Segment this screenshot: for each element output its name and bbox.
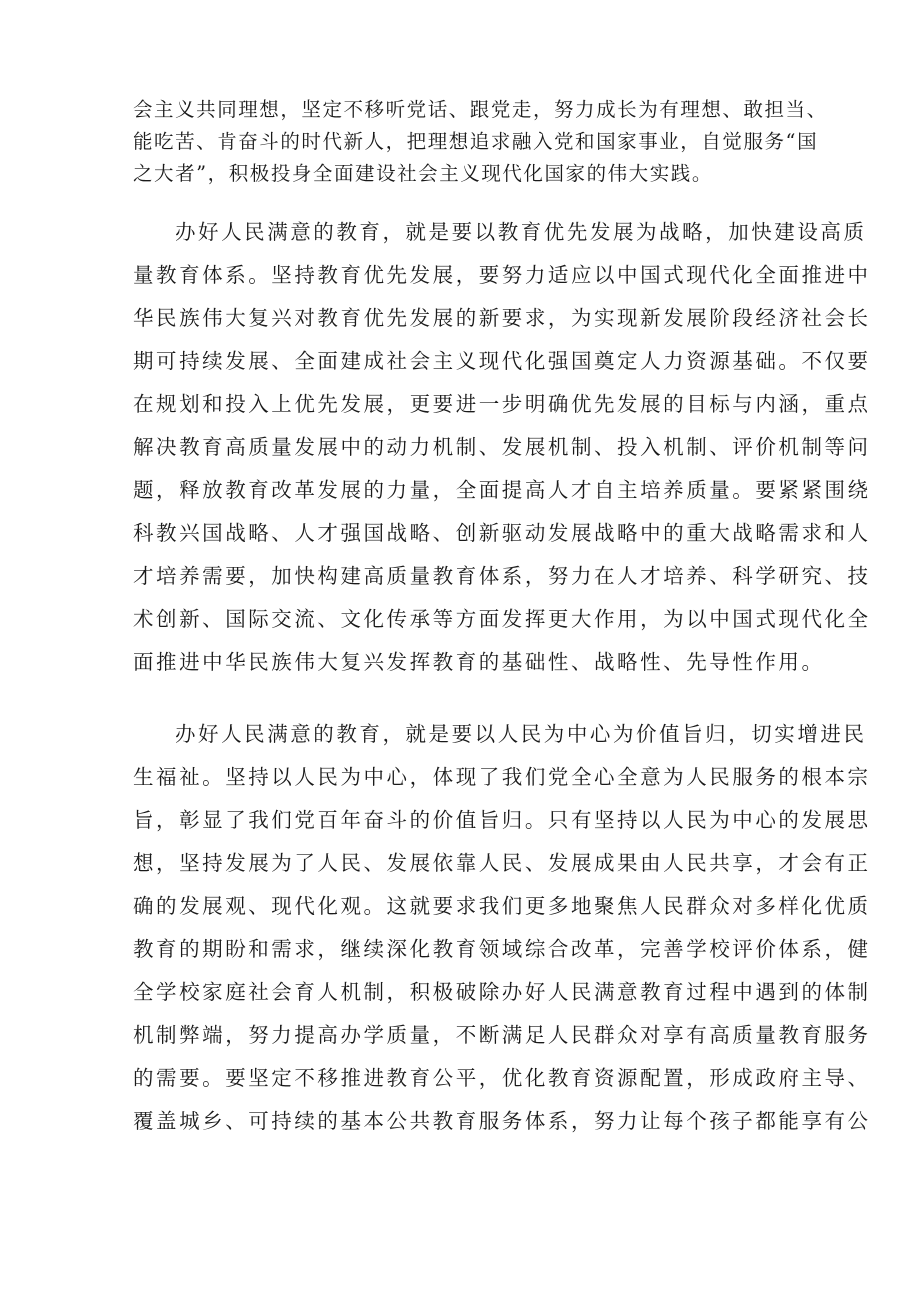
text-line: 的需要。要坚定不移推进教育公平，优化教育资源配置，形成政府主导、 (133, 1066, 871, 1090)
text-line: 面推进中华民族伟大复兴发挥教育的基础性、战略性、先导性作用。 (133, 650, 825, 674)
text-line: 全学校家庭社会育人机制，积极破除办好人民满意教育过程中遇到的体制 (133, 980, 871, 1004)
text-line: 题，释放教育改革发展的力量，全面提高人才自主培养质量。要紧紧围绕 (133, 478, 871, 502)
text-line: 生福祉。坚持以人民为中心，体现了我们党全心全意为人民服务的根本宗 (133, 765, 871, 789)
text-line: 之大者”，积极投身全面建设社会主义现代化国家的伟大实践。 (133, 162, 713, 185)
text-line: 办好人民满意的教育，就是要以人民为中心为价值旨归，切实增进民 (175, 722, 867, 746)
text-line: 教育的期盼和需求，继续深化教育领域综合改革，完善学校评价体系，健 (133, 937, 871, 961)
text-line: 覆盖城乡、可持续的基本公共教育服务体系，努力让每个孩子都能享有公 (133, 1109, 871, 1133)
text-line: 机制弊端，努力提高办学质量，不断满足人民群众对享有高质量教育服务 (133, 1023, 871, 1047)
text-line: 想，坚持发展为了人民、发展依靠人民、发展成果由人民共享，才会有正 (133, 851, 871, 875)
text-line: 术创新、国际交流、文化传承等方面发挥更大作用，为以中国式现代化全 (133, 607, 871, 631)
text-line: 能吃苦、肯奋斗的时代新人，把理想追求融入党和国家事业，自觉服务“国 (133, 130, 819, 153)
text-line: 确的发展观、现代化观。这就要求我们更多地聚焦人民群众对多样化优质 (133, 894, 871, 918)
text-line: 才培养需要，加快构建高质量教育体系，努力在人才培养、科学研究、技 (133, 564, 871, 588)
text-line: 在规划和投入上优先发展，更要进一步明确优先发展的目标与内涵，重点 (133, 392, 871, 416)
text-line: 办好人民满意的教育，就是要以教育优先发展为战略，加快建设高质 (175, 220, 867, 244)
text-line: 期可持续发展、全面建成社会主义现代化强国奠定人力资源基础。不仅要 (133, 349, 871, 373)
text-line: 科教兴国战略、人才强国战略、创新驱动发展战略中的重大战略需求和人 (133, 521, 871, 545)
text-line: 量教育体系。坚持教育优先发展，要努力适应以中国式现代化全面推进中 (133, 263, 871, 287)
text-line: 会主义共同理想，坚定不移听党话、跟党走，努力成长为有理想、敢担当、 (133, 98, 828, 121)
text-line: 旨，彰显了我们党百年奋斗的价值旨归。只有坚持以人民为中心的发展思 (133, 808, 871, 832)
text-line: 华民族伟大复兴对教育优先发展的新要求，为实现新发展阶段经济社会长 (133, 306, 871, 330)
text-line: 解决教育高质量发展中的动力机制、发展机制、投入机制、评价机制等问 (133, 435, 871, 459)
